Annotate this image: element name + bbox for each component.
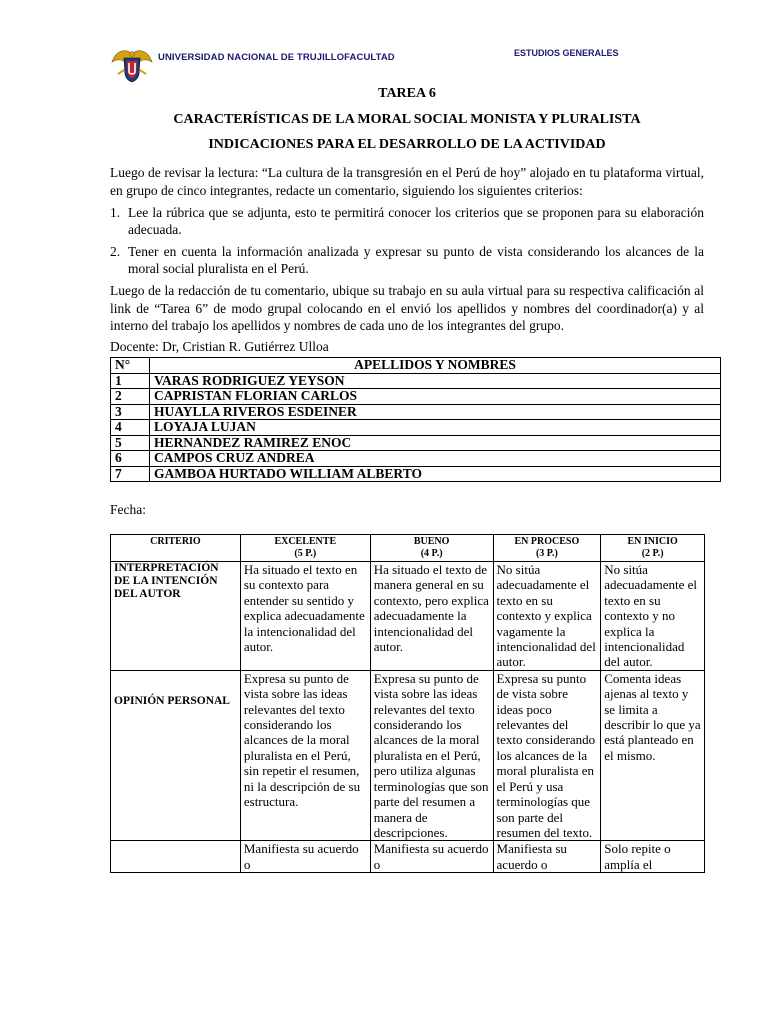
table-row	[111, 841, 705, 873]
date-label: Fecha:	[110, 502, 146, 517]
level-points: (2 P.)	[641, 548, 664, 559]
rubric-header	[601, 535, 705, 562]
level-points: (3 P.)	[535, 548, 558, 559]
instruction-item	[110, 204, 704, 238]
rubric-cell: No sitúa adecuadamente el texto en su contexto y explica vagamente la intencionalidad del autor.	[493, 562, 601, 671]
header-department: ESTUDIOS GENERALES	[514, 48, 619, 58]
level-name: EXCELENTE	[274, 536, 337, 547]
member-number: 5	[111, 435, 150, 451]
member-name: VARAS RODRIGUEZ YEYSON	[150, 373, 721, 389]
section-heading: INDICACIONES PARA EL DESARROLLO DE LA ACTIVIDAD	[208, 137, 606, 152]
rubric-cell: Manifiesta su acuerdo o	[493, 841, 601, 873]
level-name: EN PROCESO	[514, 536, 580, 547]
table-row	[111, 435, 721, 451]
document-title: TAREA 6	[378, 86, 436, 101]
table-row	[111, 670, 705, 840]
instruction-number: 1.	[110, 205, 121, 220]
member-number: 2	[111, 389, 150, 405]
level-name: CRITERIO	[150, 536, 201, 547]
table-row	[111, 404, 721, 420]
table-row	[111, 466, 721, 482]
level-points: (5 P.)	[294, 548, 317, 559]
rubric-cell: Expresa su punto de vista sobre las ideas relevantes del texto considerando los alcances de la moral pluralista en el Perú, sin repetir el resumen, ni la descripción de su estructura.	[240, 670, 370, 840]
table-row	[111, 373, 721, 389]
level-points: (4 P.)	[420, 548, 443, 559]
member-number: 4	[111, 420, 150, 436]
table-row	[111, 562, 705, 671]
member-number: 1	[111, 373, 150, 389]
submission-paragraph: Luego de la redacción de tu comentario, ubique su trabajo en su aula virtual para su respectiva calificación al link de “Tarea 6” de modo grupal colocando en el envió los apellidos y nombres del coordinador(a) y al interno del trabajo los apellidos y nombres de cada uno de los integrantes del grupo.	[110, 283, 704, 333]
teacher-name: Docente: Dr, Cristian R. Gutiérrez Ulloa	[110, 339, 329, 354]
instruction-text: Tener en cuenta la información analizada y expresar su punto de vista considerando los alcances de la moral social pluralista en el Perú.	[128, 244, 704, 276]
rubric-header	[493, 535, 601, 562]
rubric-header	[240, 535, 370, 562]
instruction-text: Lee la rúbrica que se adjunta, esto te permitirá conocer los criterios que se proponen para su elaboración adecuada.	[128, 205, 704, 237]
rubric-criterion: OPINIÓN PERSONAL	[111, 670, 241, 840]
instruction-number: 2.	[110, 244, 121, 259]
university-crest-icon	[108, 44, 156, 84]
rubric-cell: Comenta ideas ajenas al texto y se limita a describir lo que ya está planteado en el mismo.	[601, 670, 705, 840]
column-header: N°	[111, 358, 150, 374]
rubric-criterion: INTERPRETACIÓN DE LA INTENCIÓN DEL AUTOR	[111, 562, 241, 671]
rubric-criterion	[111, 841, 241, 873]
rubric-table	[110, 534, 705, 873]
rubric-header	[370, 535, 493, 562]
member-name: CAPRISTAN FLORIAN CARLOS	[150, 389, 721, 405]
table-row	[111, 451, 721, 467]
header-institution: UNIVERSIDAD NACIONAL DE TRUJILLOFACULTAD	[158, 52, 395, 63]
table-header-row	[111, 358, 721, 374]
rubric-cell: Ha situado el texto en su contexto para entender su sentido y explica adecuadamente la intencionalidad del autor.	[240, 562, 370, 671]
column-header: APELLIDOS Y NOMBRES	[150, 358, 721, 374]
rubric-cell: Expresa su punto de vista sobre ideas poco relevantes del texto considerando los alcances de la moral pluralista en el Perú y usa terminologías que son parte del resumen del texto.	[493, 670, 601, 840]
document-subtitle: CARACTERÍSTICAS DE LA MORAL SOCIAL MONISTA Y PLURALISTA	[173, 112, 641, 127]
table-row	[111, 420, 721, 436]
level-name: EN INICIO	[627, 536, 678, 547]
member-name: CAMPOS CRUZ ANDREA	[150, 451, 721, 467]
rubric-cell: Manifiesta su acuerdo o	[240, 841, 370, 873]
member-name: GAMBOA HURTADO WILLIAM ALBERTO	[150, 466, 721, 482]
instruction-item	[110, 243, 704, 277]
table-row	[111, 389, 721, 405]
level-name: BUENO	[413, 536, 450, 547]
rubric-cell: Expresa su punto de vista sobre las ideas relevantes del texto considerando los alcances de la moral pluralista en el Perú, pero utiliza algunas terminologías que son parte del resumen a manera de descripciones.	[370, 670, 493, 840]
rubric-cell: Ha situado el texto de manera general en su contexto, pero explica adecuadamente la intencionalidad del autor.	[370, 562, 493, 671]
member-number: 3	[111, 404, 150, 420]
member-number: 6	[111, 451, 150, 467]
rubric-cell: Solo repite o amplía el	[601, 841, 705, 873]
rubric-cell: No sitúa adecuadamente el texto en su contexto y no explica la intencionalidad del autor.	[601, 562, 705, 671]
member-number: 7	[111, 466, 150, 482]
member-name: HERNANDEZ RAMIREZ ENOC	[150, 435, 721, 451]
members-table	[110, 357, 721, 482]
intro-paragraph: Luego de revisar la lectura: “La cultura de la transgresión en el Perú de hoy” alojado en tu plataforma virtual, en grupo de cinco integrantes, redacte un comentario, siguiendo los siguientes criterios:	[110, 165, 704, 198]
member-name: LOYAJA LUJAN	[150, 420, 721, 436]
rubric-header-row	[111, 535, 705, 562]
rubric-cell: Manifiesta su acuerdo o	[370, 841, 493, 873]
member-name: HUAYLLA RIVEROS ESDEINER	[150, 404, 721, 420]
rubric-header	[111, 535, 241, 562]
